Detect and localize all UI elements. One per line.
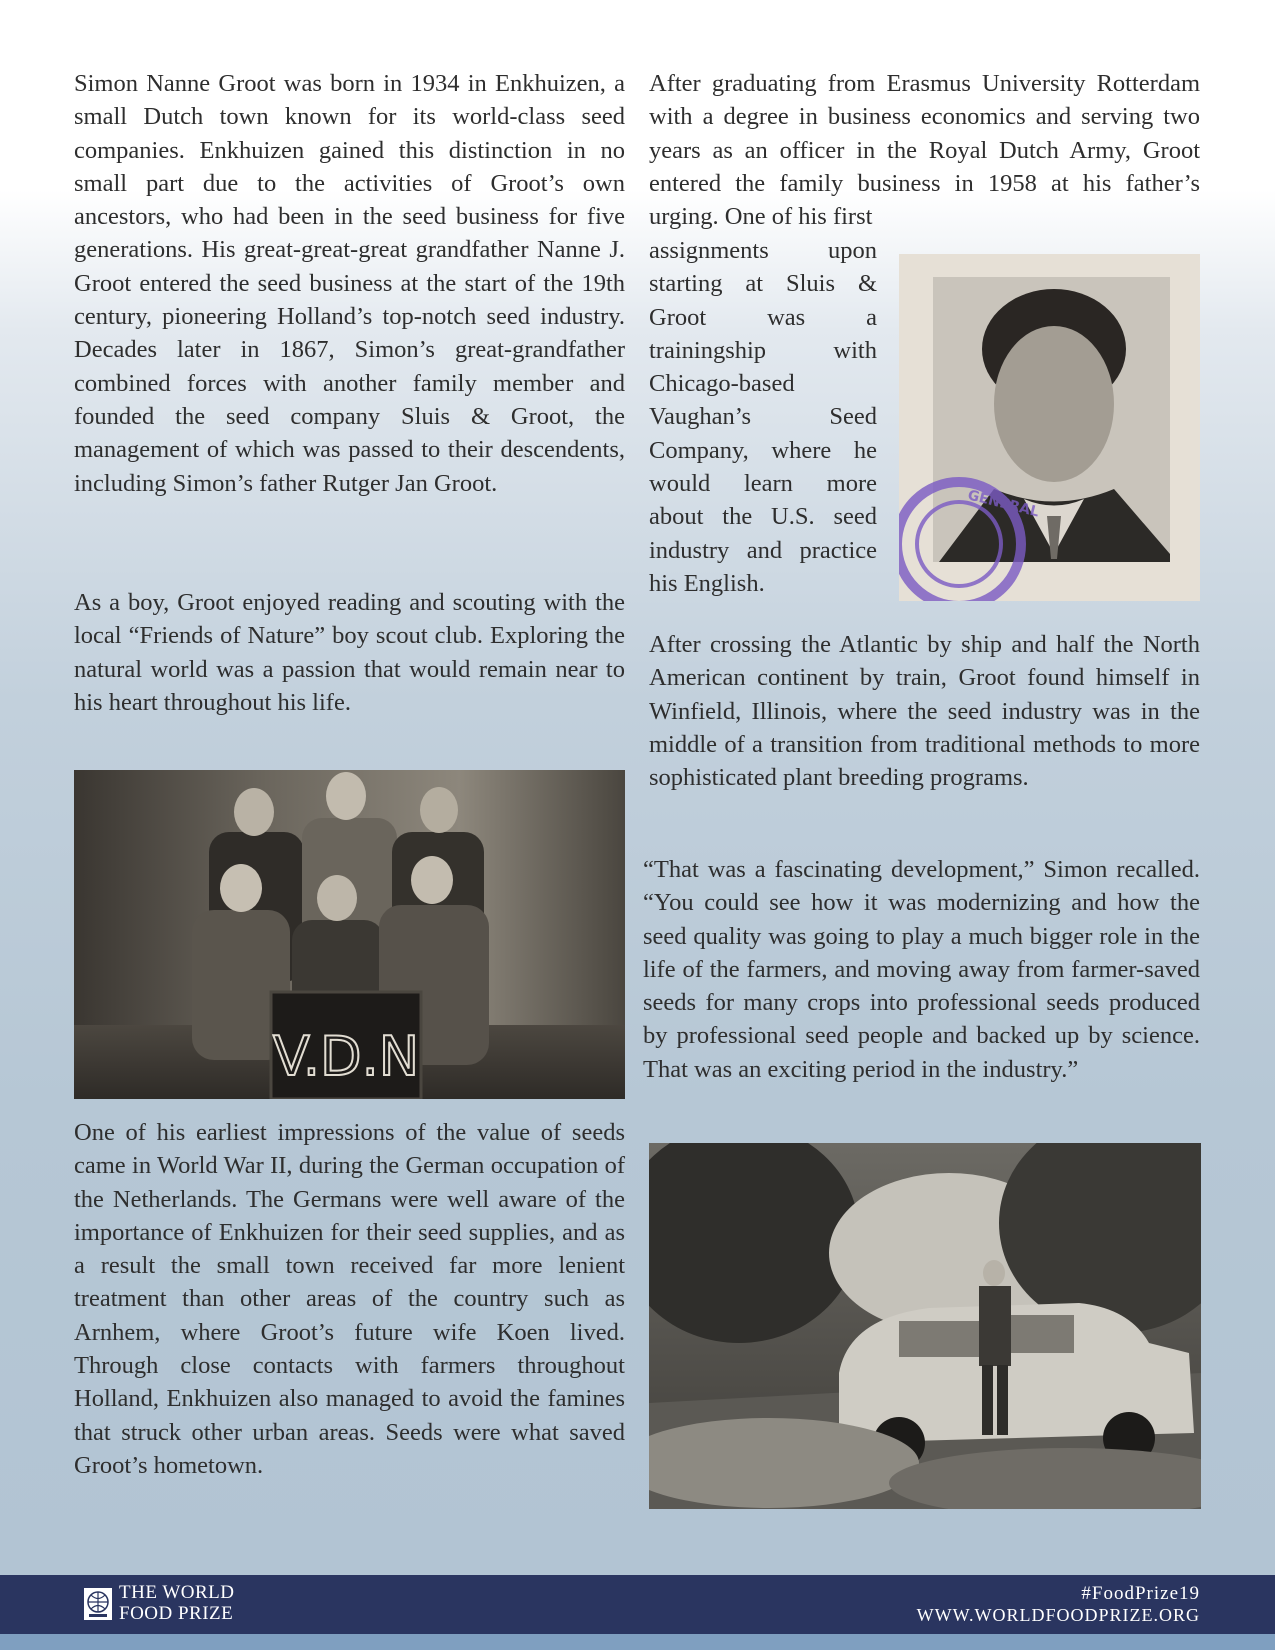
footer-band [0, 1634, 1275, 1650]
footer-website-link[interactable]: WWW.WORLDFOODPRIZE.ORG [916, 1605, 1200, 1625]
footer-hashtag: #FoodPrize19 [1081, 1583, 1200, 1604]
paragraph-quote: “That was a fascinating development,” Simon recalled. “You could see how it was modernizing and how the seed quality was going to play a much bigger role in the life of the farmers, and moving away from farmer-saved seeds for many crops into professional seeds produced by professional seed people and backed up by science. That was an exciting period in the industry.” [643, 856, 1200, 1083]
logo-line-1: THE WORLD [119, 1582, 235, 1603]
paragraph-winfield-illinois: After crossing the Atlantic by ship and half the North American continent by train, Groot found himself in Winfield, Illinois, where the seed industry was in the middle of a transition from traditional methods to more sophisticated plant breeding programs. [649, 631, 1200, 792]
photo-boy-scouts [74, 770, 625, 1099]
paragraph-trainingship: assignments upon starting at Sluis & Groot was a trainingship with Chicago-based Vaughan’s Seed Company, where he would learn more about the U.S. seed industry and practice his English. [649, 237, 877, 597]
sign-text: V.D.N [272, 1025, 420, 1088]
paragraph-boyhood-scouting: As a boy, Groot enjoyed reading and scouting with the local “Friends of Nature” boy scout club. Exploring the natural world was a passion that would remain near to his heart throughout his life. [74, 589, 625, 716]
footer-logo-text [119, 1582, 235, 1624]
paragraph-birth-and-ancestry: Simon Nanne Groot was born in 1934 in Enkhuizen, a small Dutch town known for its world-class seed companies. Enkhuizen gained this distinction in no small part due to the activities of Groot’s own ancestors, who had been in the seed business for five generations. His great-great-great grandfather Nanne J. Groot entered the seed business at the start of the 19th century, pioneering Holland’s top-notch seed industry. Decades later in 1867, Simon’s great-grandfather combined forces with another family member and founded the seed company Sluis & Groot, the management of which was passed to their descendents, including Simon’s father Rutger Jan Groot. [74, 70, 625, 497]
logo-line-2: FOOD PRIZE [119, 1603, 234, 1624]
photo-portrait [899, 254, 1200, 601]
paragraph-world-war-two: One of his earliest impressions of the value of seeds came in World War II, during the German occupation of the Netherlands. The Germans were well aware of the importance of Enkhuizen for their seed supplies, and as a result the small town received far more lenient treatment than other areas of the country such as Arnhem, where Groot’s future wife Koen lived. Through close contacts with farmers throughout Holland, Enkhuizen also managed to avoid the famines that struck other urban areas. Seeds were what saved Groot’s hometown. [74, 1119, 625, 1479]
photo-groot-with-car [649, 1143, 1201, 1509]
world-food-prize-logo-icon [83, 1587, 113, 1621]
stamp-text: GENERAL [966, 487, 1041, 521]
paragraph-education-career: After graduating from Erasmus University Rotterdam with a degree in business economics and serving two years as an officer in the Royal Dutch Army, Groot entered the family business in 1958 at his father’s urging. One of his first [649, 70, 1200, 231]
